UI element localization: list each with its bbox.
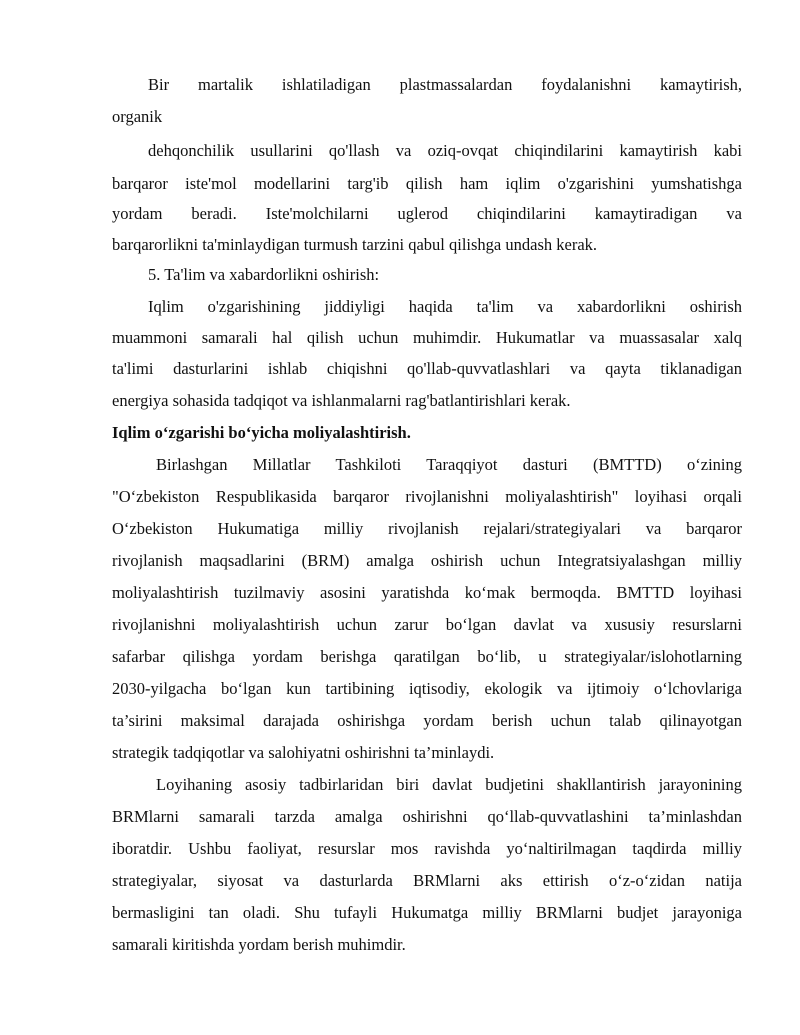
paragraph-line: organik <box>112 107 163 126</box>
paragraph-line: Iqlim o'zgarishining jiddiyligi haqida ta'lim va xabardorlikni oshirish <box>148 297 742 316</box>
paragraph-line: dehqonchilik usullarini qo'llash va oziq-ovqat chiqindilarini kamaytirish kabi <box>148 141 742 160</box>
paragraph-line: Loyihaning asosiy tadbirlaridan biri davlat budjetini shakllantirish jarayonining <box>156 775 742 794</box>
paragraph-line: strategik tadqiqotlar va salohiyatni oshirishni ta’minlaydi. <box>112 743 495 762</box>
paragraph-line: barqarorlikni ta'minlaydigan turmush tarzini qabul qilishga undash kerak. <box>112 235 598 254</box>
section-heading-finance: Iqlim o‘zgarishi bo‘yicha moliyalashtirish. <box>112 423 411 442</box>
paragraph-line: muammoni samarali hal qilish uchun muhimdir. Hukumatlar va muassasalar xalq <box>112 328 742 347</box>
paragraph-line: strategiyalar, siyosat va dasturlarda BRMlarni aks ettirish o‘z-o‘zidan natija <box>112 871 742 890</box>
paragraph-line: rivojlanishni moliyalashtirish uchun zarur bo‘lgan davlat va xususiy resurslarni <box>112 615 742 634</box>
paragraph-line: BRMlarni samarali tarzda amalga oshirishni qo‘llab-quvvatlashini ta’minlashdan <box>112 807 742 826</box>
paragraph-line: Bir martalik ishlatiladigan plastmassalardan foydalanishni kamaytirish, <box>148 75 742 94</box>
paragraph-line: safarbar qilishga yordam berishga qaratilgan bo‘lib, u strategiyalar/islohotlarning <box>112 647 742 666</box>
paragraph-line: "O‘zbekiston Respublikasida barqaror rivojlanishni moliyalashtirish" loyihasi orqali <box>112 487 742 506</box>
paragraph-line: samarali kiritishda yordam berish muhimdir. <box>112 935 406 954</box>
paragraph-line: ta'limi dasturlarini ishlab chiqishni qo'llab-quvvatlashlari va qayta tiklanadigan <box>112 359 742 378</box>
section-heading-5: 5. Ta'lim va xabardorlikni oshirish: <box>148 265 380 284</box>
paragraph-line: iboratdir. Ushbu faoliyat, resurslar mos ravishda yo‘naltirilmagan taqdirda milliy <box>112 839 742 858</box>
paragraph-line: barqaror iste'mol modellarini targ'ib qilish ham iqlim o'zgarishini yumshatishga <box>112 174 742 193</box>
paragraph-line: O‘zbekiston Hukumatiga milliy rivojlanish rejalari/strategiyalari va barqaror <box>112 519 742 538</box>
paragraph-line: rivojlanish maqsadlarini (BRM) amalga oshirish uchun Integratsiyalashgan milliy <box>112 551 742 570</box>
paragraph-line: bermasligini tan oladi. Shu tufayli Hukumatga milliy BRMlarni budjet jarayoniga <box>112 903 742 922</box>
paragraph-line: 2030-yilgacha bo‘lgan kun tartibining iqtisodiy, ekologik va ijtimoiy o‘lchovlariga <box>112 679 742 698</box>
paragraph-line: moliyalashtirish tuzilmaviy asosini yaratishda ko‘mak bermoqda. BMTTD loyihasi <box>112 583 742 602</box>
paragraph-line: ta’sirini maksimal darajada oshirishga yordam berish uchun talab qilinayotgan <box>112 711 742 730</box>
paragraph-line: Birlashgan Millatlar Tashkiloti Taraqqiyot dasturi (BMTTD) o‘zining <box>156 455 742 474</box>
paragraph-line: yordam beradi. Iste'molchilarni uglerod chiqindilarini kamaytiradigan va <box>112 204 742 223</box>
paragraph-line: energiya sohasida tadqiqot va ishlanmalarni rag'batlantirishlari kerak. <box>112 391 571 410</box>
